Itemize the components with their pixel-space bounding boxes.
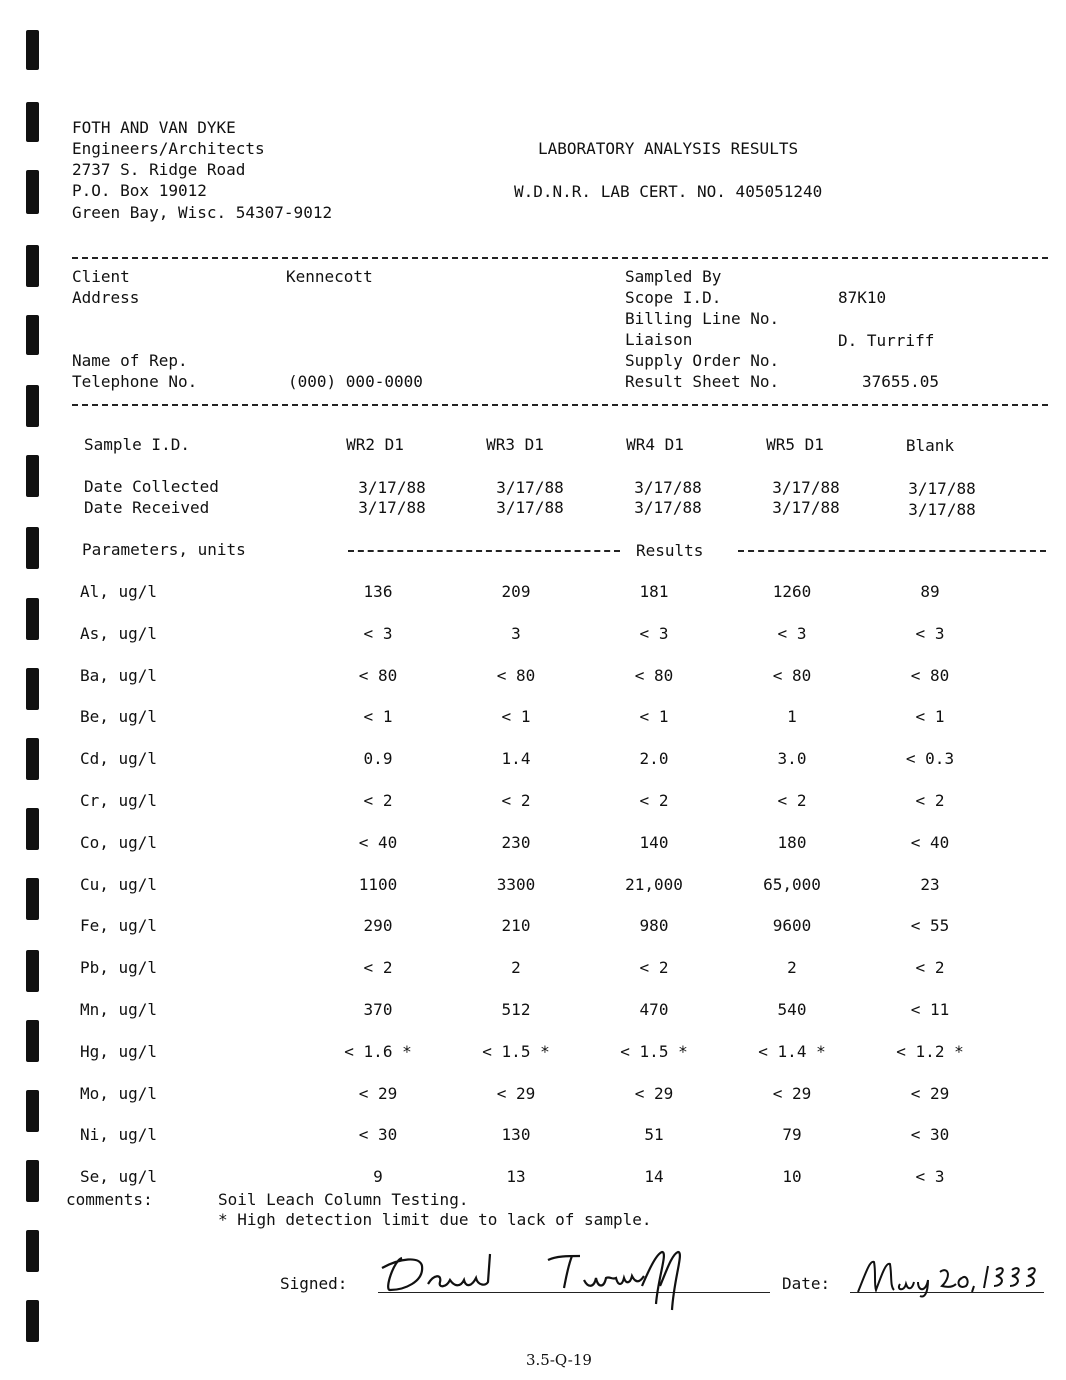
sample-id: Blank [905, 436, 955, 455]
result-value: 181 [639, 582, 669, 601]
date-received: 3/17/88 [496, 498, 564, 517]
supply-order-label: Supply Order No. [625, 351, 780, 370]
result-value: < 3 [363, 624, 393, 643]
binding-mark [26, 738, 39, 780]
parameter-label: Ni, ug/l [80, 1125, 158, 1144]
result-value: 3.0 [777, 749, 807, 768]
result-value: < 40 [910, 833, 950, 852]
result-value: 79 [782, 1125, 802, 1144]
parameter-label: Ba, ug/l [80, 666, 158, 685]
binding-mark [26, 245, 39, 287]
result-value: 1100 [358, 875, 398, 894]
result-value: < 30 [358, 1125, 398, 1144]
date-label: Date: [782, 1274, 831, 1293]
scope-label: Scope I.D. [625, 288, 722, 307]
result-value: < 80 [634, 666, 674, 685]
result-value: < 80 [358, 666, 398, 685]
address-label: Address [72, 288, 140, 307]
parameter-label: Pb, ug/l [80, 958, 158, 977]
result-value: < 30 [910, 1125, 950, 1144]
date-received-label: Date Received [84, 498, 210, 517]
result-value: < 1 [639, 707, 669, 726]
result-value: < 1 [363, 707, 393, 726]
divider [738, 550, 1046, 552]
signed-label: Signed: [280, 1274, 348, 1293]
result-value: < 1.5 * [620, 1042, 688, 1061]
result-value: < 1 [915, 707, 945, 726]
result-value: 9 [373, 1167, 383, 1186]
result-value: < 1.4 * [758, 1042, 826, 1061]
result-value: < 2 [777, 791, 807, 810]
binding-mark [26, 1160, 39, 1202]
handwritten-date [856, 1252, 1046, 1300]
binding-mark [26, 30, 39, 70]
parameter-label: Hg, ug/l [80, 1042, 158, 1061]
binding-mark [26, 1230, 39, 1272]
result-value: < 29 [910, 1084, 950, 1103]
result-value: < 2 [363, 791, 393, 810]
client-value: Kennecott [286, 267, 373, 286]
results-label: Results [636, 541, 704, 560]
result-value: 1.4 [501, 749, 531, 768]
scope-value: 87K10 [838, 288, 887, 307]
comments-label: comments: [66, 1190, 153, 1209]
date-received: 3/17/88 [358, 498, 426, 517]
result-value: 230 [501, 833, 531, 852]
sampled-by-label: Sampled By [625, 267, 722, 286]
date-collected: 3/17/88 [496, 478, 564, 497]
binding-mark [26, 170, 39, 214]
result-value: 130 [501, 1125, 531, 1144]
firm-city: Green Bay, Wisc. 54307-9012 [72, 203, 333, 222]
result-value: < 29 [496, 1084, 536, 1103]
result-value: 136 [363, 582, 393, 601]
result-value: 21,000 [625, 875, 683, 894]
result-value: < 3 [777, 624, 807, 643]
parameter-label: Be, ug/l [80, 707, 158, 726]
result-value: 0.9 [363, 749, 393, 768]
billing-label: Billing Line No. [625, 309, 780, 328]
result-value: < 3 [915, 1167, 945, 1186]
result-sheet-value: 37655.05 [862, 372, 940, 391]
result-value: 470 [639, 1000, 669, 1019]
result-value: < 2 [639, 958, 669, 977]
firm-street: 2737 S. Ridge Road [72, 160, 246, 179]
firm-name: FOTH AND VAN DYKE [72, 118, 236, 137]
date-received: 3/17/88 [908, 500, 976, 519]
handwritten-signature [380, 1244, 700, 1320]
result-value: < 80 [496, 666, 536, 685]
divider [348, 550, 620, 552]
result-value: 180 [777, 833, 807, 852]
sample-id: WR3 D1 [486, 435, 544, 454]
result-value: 140 [639, 833, 669, 852]
parameter-label: Cr, ug/l [80, 791, 158, 810]
result-value: < 2 [363, 958, 393, 977]
parameter-label: Al, ug/l [80, 582, 158, 601]
result-value: 3 [511, 624, 521, 643]
report-title: LABORATORY ANALYSIS RESULTS [538, 139, 799, 158]
result-value: < 1.6 * [344, 1042, 412, 1061]
result-value: 2 [511, 958, 521, 977]
divider [72, 257, 1048, 259]
result-value: < 0.3 [905, 749, 955, 768]
date-collected: 3/17/88 [634, 478, 702, 497]
result-value: < 29 [358, 1084, 398, 1103]
binding-mark [26, 385, 39, 427]
date-received: 3/17/88 [772, 498, 840, 517]
result-value: 65,000 [763, 875, 821, 894]
result-value: < 2 [639, 791, 669, 810]
comment-line: * High detection limit due to lack of sample. [218, 1210, 652, 1229]
liaison-label: Liaison [625, 330, 693, 349]
binding-mark [26, 598, 39, 640]
binding-mark [26, 455, 39, 497]
result-value: < 2 [501, 791, 531, 810]
lab-cert-number: W.D.N.R. LAB CERT. NO. 405051240 [514, 182, 823, 201]
result-value: 512 [501, 1000, 531, 1019]
result-value: 2 [787, 958, 797, 977]
result-value: < 55 [910, 916, 950, 935]
result-value: < 1.2 * [896, 1042, 964, 1061]
binding-mark [26, 950, 39, 992]
result-value: 3300 [496, 875, 536, 894]
parameter-label: Mn, ug/l [80, 1000, 158, 1019]
parameter-label: Co, ug/l [80, 833, 158, 852]
sample-id-label: Sample I.D. [84, 435, 190, 454]
result-value: < 29 [634, 1084, 674, 1103]
result-value: < 3 [639, 624, 669, 643]
result-sheet-label: Result Sheet No. [625, 372, 780, 391]
result-value: 2.0 [639, 749, 669, 768]
result-value: 10 [782, 1167, 802, 1186]
phone-value: (000) 000-0000 [288, 372, 423, 391]
parameter-label: Fe, ug/l [80, 916, 158, 935]
result-value: < 40 [358, 833, 398, 852]
firm-po-box: P.O. Box 19012 [72, 181, 207, 200]
result-value: 210 [501, 916, 531, 935]
firm-subtitle: Engineers/Architects [72, 139, 265, 158]
binding-mark [26, 102, 39, 142]
result-value: < 2 [915, 958, 945, 977]
result-value: 980 [639, 916, 669, 935]
form-code: 3.5-Q-19 [526, 1351, 592, 1369]
result-value: < 80 [772, 666, 812, 685]
parameters-label: Parameters, units [82, 540, 246, 559]
parameter-label: Cd, ug/l [80, 749, 158, 768]
result-value: 1 [787, 707, 797, 726]
result-value: 51 [644, 1125, 664, 1144]
result-value: < 29 [772, 1084, 812, 1103]
result-value: < 1.5 * [482, 1042, 550, 1061]
parameter-label: Se, ug/l [80, 1167, 158, 1186]
result-value: < 1 [501, 707, 531, 726]
date-collected: 3/17/88 [358, 478, 426, 497]
rep-label: Name of Rep. [72, 351, 188, 370]
binding-mark [26, 1020, 39, 1062]
client-label: Client [72, 267, 130, 286]
sample-id: WR4 D1 [626, 435, 684, 454]
binding-mark [26, 315, 39, 355]
parameter-label: Mo, ug/l [80, 1084, 158, 1103]
binding-mark [26, 808, 39, 850]
phone-label: Telephone No. [72, 372, 198, 391]
result-value: 9600 [772, 916, 812, 935]
date-collected: 3/17/88 [772, 478, 840, 497]
comment-line: Soil Leach Column Testing. [218, 1190, 469, 1209]
result-value: 13 [506, 1167, 526, 1186]
binding-mark [26, 1300, 39, 1342]
binding-mark [26, 878, 39, 920]
result-value: < 2 [915, 791, 945, 810]
result-value: < 11 [910, 1000, 950, 1019]
result-value: < 80 [910, 666, 950, 685]
result-value: 370 [363, 1000, 393, 1019]
binding-mark [26, 1090, 39, 1132]
result-value: 1260 [772, 582, 812, 601]
liaison-value: D. Turriff [838, 331, 935, 350]
date-received: 3/17/88 [634, 498, 702, 517]
date-collected: 3/17/88 [908, 479, 976, 498]
result-value: 89 [920, 582, 940, 601]
binding-mark [26, 527, 39, 569]
parameter-label: As, ug/l [80, 624, 158, 643]
result-value: 209 [501, 582, 531, 601]
binding-mark [26, 668, 39, 710]
result-value: 290 [363, 916, 393, 935]
date-collected-label: Date Collected [84, 477, 219, 496]
sample-id: WR5 D1 [766, 435, 824, 454]
result-value: 14 [644, 1167, 664, 1186]
result-value: 23 [920, 875, 940, 894]
sample-id: WR2 D1 [346, 435, 404, 454]
result-value: 540 [777, 1000, 807, 1019]
parameter-label: Cu, ug/l [80, 875, 158, 894]
divider [72, 404, 1048, 406]
result-value: < 3 [915, 624, 945, 643]
